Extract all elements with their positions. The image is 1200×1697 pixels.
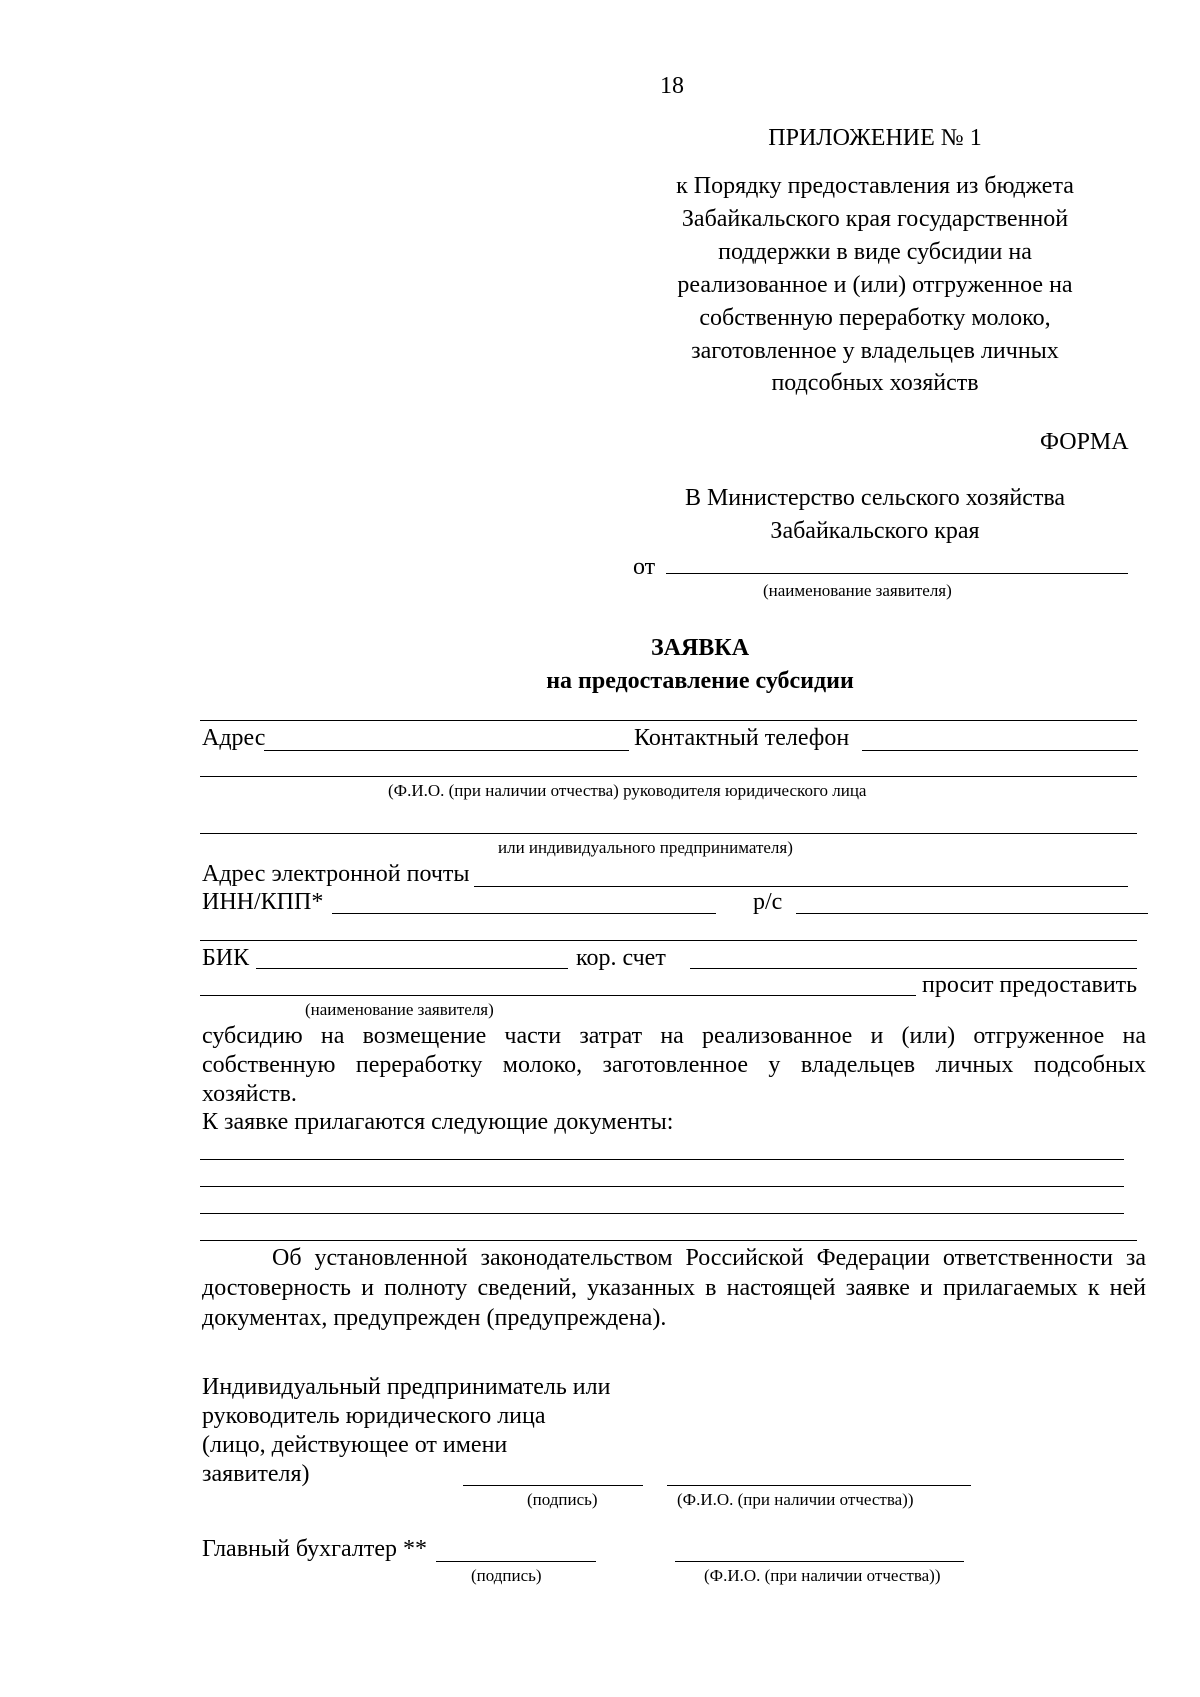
accountant-label: Главный бухгалтер ** xyxy=(202,1536,427,1562)
document-line[interactable] xyxy=(200,1186,1124,1187)
liability-line: достоверность и полноту сведений, указанных в настоящей заявке и прилагаемых к ней xyxy=(202,1275,1146,1301)
from-field[interactable] xyxy=(666,573,1128,574)
document-line[interactable] xyxy=(200,1159,1124,1160)
form-label: ФОРМА xyxy=(1040,429,1129,455)
signer-title-line: заявителя) xyxy=(202,1461,310,1487)
body-line: собственную переработку молоко, заготовленное у владельцев личных подсобных xyxy=(202,1052,1146,1078)
appendix-line: к Порядку предоставления из бюджета xyxy=(676,173,1074,199)
appendix-title: ПРИЛОЖЕНИЕ № 1 xyxy=(768,125,982,151)
head-signature-field[interactable] xyxy=(463,1485,643,1486)
email-label: Адрес электронной почты xyxy=(202,861,470,887)
address-label: Адрес xyxy=(202,725,266,751)
accountant-fio-hint: (Ф.И.О. (при наличии отчества)) xyxy=(704,1566,941,1585)
from-hint: (наименование заявителя) xyxy=(763,581,952,600)
account-label: р/с xyxy=(753,889,783,915)
head-name-hint-2: или индивидуального предпринимателя) xyxy=(498,838,793,857)
inn-field[interactable] xyxy=(332,913,716,914)
form-title: ЗАЯВКА xyxy=(650,635,750,661)
addressee-line-2: Забайкальского края xyxy=(770,518,980,544)
form-subtitle: на предоставление субсидии xyxy=(546,668,854,694)
applicant-name-field[interactable] xyxy=(200,995,916,996)
email-field[interactable] xyxy=(474,886,1128,887)
appendix-line: подсобных хозяйств xyxy=(771,370,979,396)
bik-label: БИК xyxy=(202,945,250,971)
head-fio-field[interactable] xyxy=(667,1485,971,1486)
accountant-signature-field[interactable] xyxy=(436,1561,596,1562)
head-name-field-1[interactable] xyxy=(200,776,1137,777)
liability-line: Об установленной законодательством Российской Федерации ответственности за xyxy=(272,1245,1146,1271)
inn-label: ИНН/КПП* xyxy=(202,889,324,915)
corr-account-field[interactable] xyxy=(690,968,1137,969)
document-line[interactable] xyxy=(200,1213,1124,1214)
liability-line: документах, предупрежден (предупреждена). xyxy=(202,1305,667,1331)
head-fio-hint: (Ф.И.О. (при наличии отчества)) xyxy=(677,1490,914,1509)
signer-title-line: руководитель юридического лица xyxy=(202,1403,546,1429)
applicant-hint: (наименование заявителя) xyxy=(305,1000,494,1019)
body-line: хозяйств. xyxy=(202,1081,297,1107)
accountant-fio-field[interactable] xyxy=(675,1561,964,1562)
corr-account-label: кор. счет xyxy=(576,945,666,971)
phone-field[interactable] xyxy=(862,750,1138,751)
requests-label: просит предоставить xyxy=(922,972,1138,998)
address-field[interactable] xyxy=(264,750,629,751)
documents-label: К заявке прилагаются следующие документы: xyxy=(202,1109,674,1135)
appendix-line: заготовленное у владельцев личных xyxy=(691,338,1059,364)
appendix-line: собственную переработку молоко, xyxy=(699,305,1051,331)
phone-label: Контактный телефон xyxy=(634,725,850,751)
head-name-hint-1: (Ф.И.О. (при наличии отчества) руководителя юридического лица xyxy=(388,781,867,800)
page-number: 18 xyxy=(660,73,684,99)
signer-title-line: (лицо, действующее от имени xyxy=(202,1432,508,1458)
head-name-field-2[interactable] xyxy=(200,833,1137,834)
head-signature-hint: (подпись) xyxy=(527,1490,598,1509)
appendix-line: Забайкальского края государственной xyxy=(681,206,1069,232)
account-field[interactable] xyxy=(796,913,1148,914)
addressee-line-1: В Министерство сельского хозяйства xyxy=(684,485,1066,511)
signer-title-line: Индивидуальный предприниматель или xyxy=(202,1374,611,1400)
appendix-line: реализованное и (или) отгруженное на xyxy=(677,272,1073,298)
accountant-signature-hint: (подпись) xyxy=(471,1566,542,1585)
document-line[interactable] xyxy=(200,1240,1137,1241)
from-label: от xyxy=(633,554,656,580)
body-line: субсидию на возмещение части затрат на реализованное и (или) отгруженное на xyxy=(202,1023,1146,1049)
bik-field[interactable] xyxy=(256,968,568,969)
bank-name-field[interactable] xyxy=(200,940,1137,941)
appendix-line: поддержки в виде субсидии на xyxy=(718,239,1032,265)
top-rule xyxy=(200,720,1137,721)
